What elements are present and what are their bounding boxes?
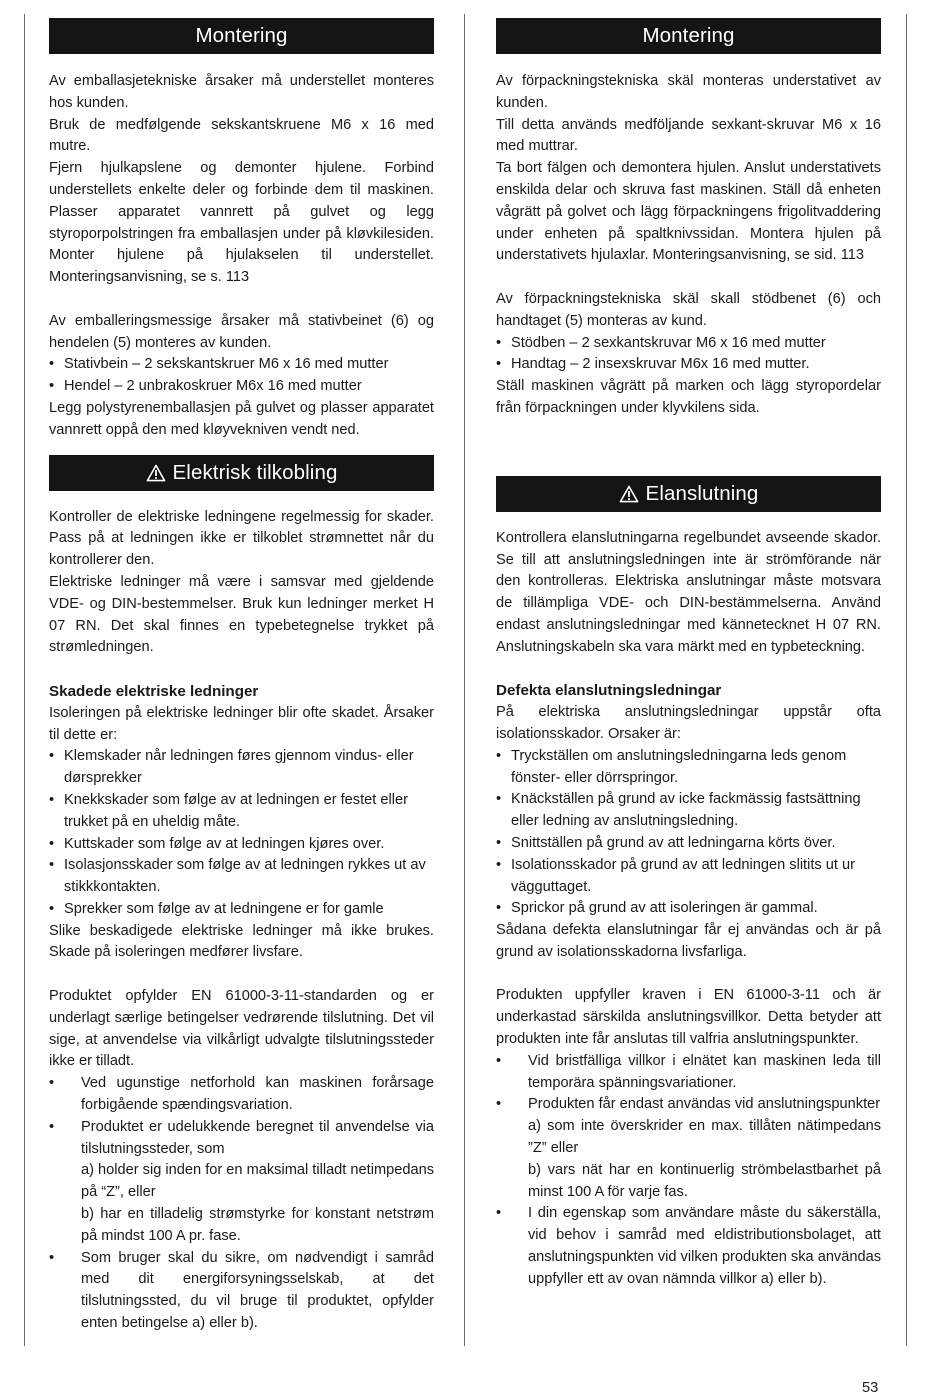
list-item: • Handtag – 2 insexskruvar M6x 16 med mutter. bbox=[496, 356, 810, 373]
bullet-list bbox=[49, 354, 434, 398]
list-item: • Sprickor på grund av att isoleringen är gammal. bbox=[496, 900, 818, 917]
left-column bbox=[49, 18, 434, 1335]
bullet-list bbox=[496, 746, 881, 920]
paragraph: Kontroller de elektriske ledningene regelmessig for skader. Pass på at ledningen ikke er tilkoblet strømnettet når du kontrollerer den. bbox=[49, 508, 434, 569]
sub-item: a) som inte överskrider en max. tillåten nätimpedans ”Z” eller bbox=[528, 1118, 881, 1157]
paragraph: Bruk de medfølgende sekskantskruene M6 x 16 med mutre. bbox=[49, 116, 434, 155]
page-number: 53 bbox=[862, 1380, 879, 1396]
sub-item: a) holder sig inden for en maksimal tilladt netimpedans på “Z”, eller bbox=[81, 1162, 434, 1201]
sub-item: b) har en tilladelig strømstyrke for konstant netstrøm på mindst 100 A pr. fase. bbox=[81, 1206, 434, 1244]
paragraph: Till detta används medföljande sexkant-skruvar M6 x 16 med muttrar. bbox=[496, 116, 881, 155]
elektrisk-banner bbox=[49, 455, 434, 491]
paragraph: Av förpackningstekniska skäl skall stödbenet (6) och handtaget (5) monteras av kund. bbox=[496, 290, 881, 329]
paragraph: Sådana defekta elanslutningar får ej användas och är på grund av isolationsskadorna livsfarliga. bbox=[496, 922, 881, 960]
montering-section bbox=[496, 71, 881, 420]
paragraph: Produktet opfylder EN 61000-3-11-standarden og er underlagt særlige betingelser vedrørende tilslutning. Det vil sige, at anvendelse via vilkårligt udvalgte tilslutningssteder ikke er tilladt. bbox=[49, 988, 434, 1070]
bullet-list bbox=[496, 333, 881, 377]
paragraph: Ta bort fälgen och demontera hjulen. Anslut understativets enskilda delar och skruva fast maskinen. Ställ då enheten vågrätt på golvet och lägg förpackningens frigolitvaddering under enheten på spaltknivssidan. Montera hjulen på understativets hjulaxlar. Monteringsanvisning, se sid. 113 bbox=[496, 160, 881, 264]
paragraph: På elektriska anslutningsledningar uppstår ofta isolationsskador. Orsaker är: bbox=[496, 704, 881, 742]
section-heading: Skadede elektriske ledninger bbox=[49, 682, 259, 700]
column-divider-center bbox=[464, 14, 465, 1346]
bullet-list bbox=[49, 746, 434, 920]
list-item: • Isolationsskador på grund av att ledningen slitits ut ur vägguttaget. bbox=[496, 856, 855, 895]
paragraph: Ställ maskinen vågrätt på marken och lägg styropordelar från förpackningen under klyvkilens sida. bbox=[496, 378, 881, 416]
warning-triangle-icon bbox=[619, 485, 639, 503]
list-item: • Som bruger skal du sikre, om nødvendigt i samråd med dit energiforsyningsselskab, at det tilslutningssted, du vil bruge til produktet, opfylder enten betingelse a) eller b). bbox=[49, 1249, 434, 1332]
list-item: • Isolasjonsskader som følge av at ledningen rykkes ut av stikkkontakten. bbox=[49, 857, 426, 896]
paragraph: Fjern hjulkapslene og demonter hjulene. Forbind understellets enkelte deler og forbinde dem til maskinen. Plasser apparatet vannrett på gulvet og legg styroporpolstringen fra emballasjen under på kløvkilesiden. Monter hjulene på hjulakselen til understellet. Monteringsanvisning, se s. 113 bbox=[49, 160, 434, 286]
elanslutning-title: Elanslutning bbox=[645, 481, 759, 505]
right-column bbox=[496, 18, 881, 1291]
montering-section bbox=[49, 71, 434, 442]
list-item: • Tryckställen om anslutningsledningarna leds genom fönster- eller dörrspringor. bbox=[496, 747, 847, 786]
elanslutning-section bbox=[496, 528, 881, 1291]
elektrisk-title: Elektrisk tilkobling bbox=[172, 460, 338, 484]
paragraph: Av emballeringsmessige årsaker må stativbeinet (6) og hendelen (5) monteres av kunden. bbox=[49, 312, 434, 351]
list-item: • Knäckställen på grund av icke fackmässig fastsättning eller ledning av anslutningsledning. bbox=[496, 791, 861, 830]
list-item: • Vid bristfälliga villkor i elnätet kan maskinen leda till temporära spänningsvariationer. bbox=[496, 1052, 881, 1091]
list-item: • Stödben – 2 sexkantskruvar M6 x 16 med mutter bbox=[496, 334, 826, 351]
paragraph: Produkten uppfyller kraven i EN 61000-3-11 och är underkastad särskilda anslutningsvillkor. Detta betyder att produkten inte får anslutas till valfria anslutningspunkter. bbox=[496, 987, 881, 1048]
elanslutning-banner bbox=[496, 476, 881, 512]
bullet-list bbox=[49, 1073, 434, 1335]
paragraph: Elektriske ledninger må være i samsvar med gjeldende VDE- og DIN-bestemmelser. Bruk kun ledninger merket H 07 RN. Det skal finnes en typebetegnelse trykket på strømledningen. bbox=[49, 573, 434, 656]
list-item: • Kuttskader som følge av at ledningen kjøres over. bbox=[49, 835, 385, 852]
paragraph: Legg polystyrenemballasjen på gulvet og plasser apparatet vannrett oppå den med kløyvekniven vendt ned. bbox=[49, 399, 434, 438]
paragraph: Av emballasjetekniske årsaker må understellet monteres hos kunden. bbox=[49, 73, 434, 111]
paragraph: Av förpackningstekniska skäl monteras understativet av kunden. bbox=[496, 73, 881, 111]
list-item: • I din egenskap som användare måste du säkerställa, vid behov i samråd med eldistributionsbolaget, att anslutningspunkten vid vilken produkten ska användas uppfyller ett av ovan nämnda villkor a) eller b). bbox=[496, 1205, 881, 1287]
montering-banner bbox=[49, 18, 434, 54]
warning-triangle-icon bbox=[146, 464, 166, 482]
list-item: • Produkten får endast användas vid anslutningspunkter a) som inte överskrider en max. tillåten nätimpedans ”Z” eller b) vars nät har en kontinuerlig strömbelastbarhet på minst 100 A för varje fas. bbox=[496, 1094, 881, 1203]
list-item: • Produktet er udelukkende beregnet til anvendelse via tilslutningssteder, som a) holder sig inden for en maksimal tilladt netimpedans på “Z”, eller b) har en tilladelig strømstyrke for konstant netstrøm på mindst 100 A pr. fase. bbox=[49, 1117, 434, 1248]
section-heading: Defekta elanslutningsledningar bbox=[496, 682, 722, 700]
list-item: • Snittställen på grund av att ledningarna körts över. bbox=[496, 834, 836, 851]
column-divider-right bbox=[906, 14, 907, 1346]
list-item: • Hendel – 2 unbrakoskruer M6x 16 med mutter bbox=[49, 378, 362, 395]
paragraph: Isoleringen på elektriske ledninger blir ofte skadet. Årsaker til dette er: bbox=[49, 704, 434, 743]
montering-title: Montering bbox=[642, 24, 735, 47]
list-item: • Knekkskader som følge av at ledningen er festet eller trukket på en uheldig måte. bbox=[49, 791, 408, 830]
paragraph: Slike beskadigede elektriske ledninger må ikke brukes. Skade på isoleringen medfører livsfare. bbox=[49, 922, 434, 961]
list-item: • Klemskader når ledningen føres gjennom vindus- eller dørsprekker bbox=[49, 748, 414, 787]
list-item: • Stativbein – 2 sekskantskruer M6 x 16 med mutter bbox=[49, 356, 389, 373]
montering-title: Montering bbox=[195, 24, 288, 47]
montering-banner bbox=[496, 18, 881, 54]
list-item: • Ved ugunstige netforhold kan maskinen forårsage forbigående spændingsvariation. bbox=[49, 1075, 434, 1114]
elektrisk-section bbox=[49, 507, 434, 1335]
list-item: • Sprekker som følge av at ledningene er for gamle bbox=[49, 900, 384, 917]
sub-item: b) vars nät har en kontinuerlig strömbelastbarhet på minst 100 A för varje fas. bbox=[528, 1161, 881, 1200]
paragraph: Kontrollera elanslutningarna regelbundet avseende skador. Se till att anslutningsledningen inte är strömförande när den kontrolleras. Elektriska anslutningar måste motsvara de tillämpliga VDE- och DIN-bestämmelserna. Använd endast anslutningsledningar med kännetecknet H 07 RN. Anslutningskabeln ska vara märkt med en typbeteckning. bbox=[496, 529, 881, 655]
bullet-list bbox=[496, 1051, 881, 1291]
column-divider-left bbox=[24, 14, 25, 1346]
